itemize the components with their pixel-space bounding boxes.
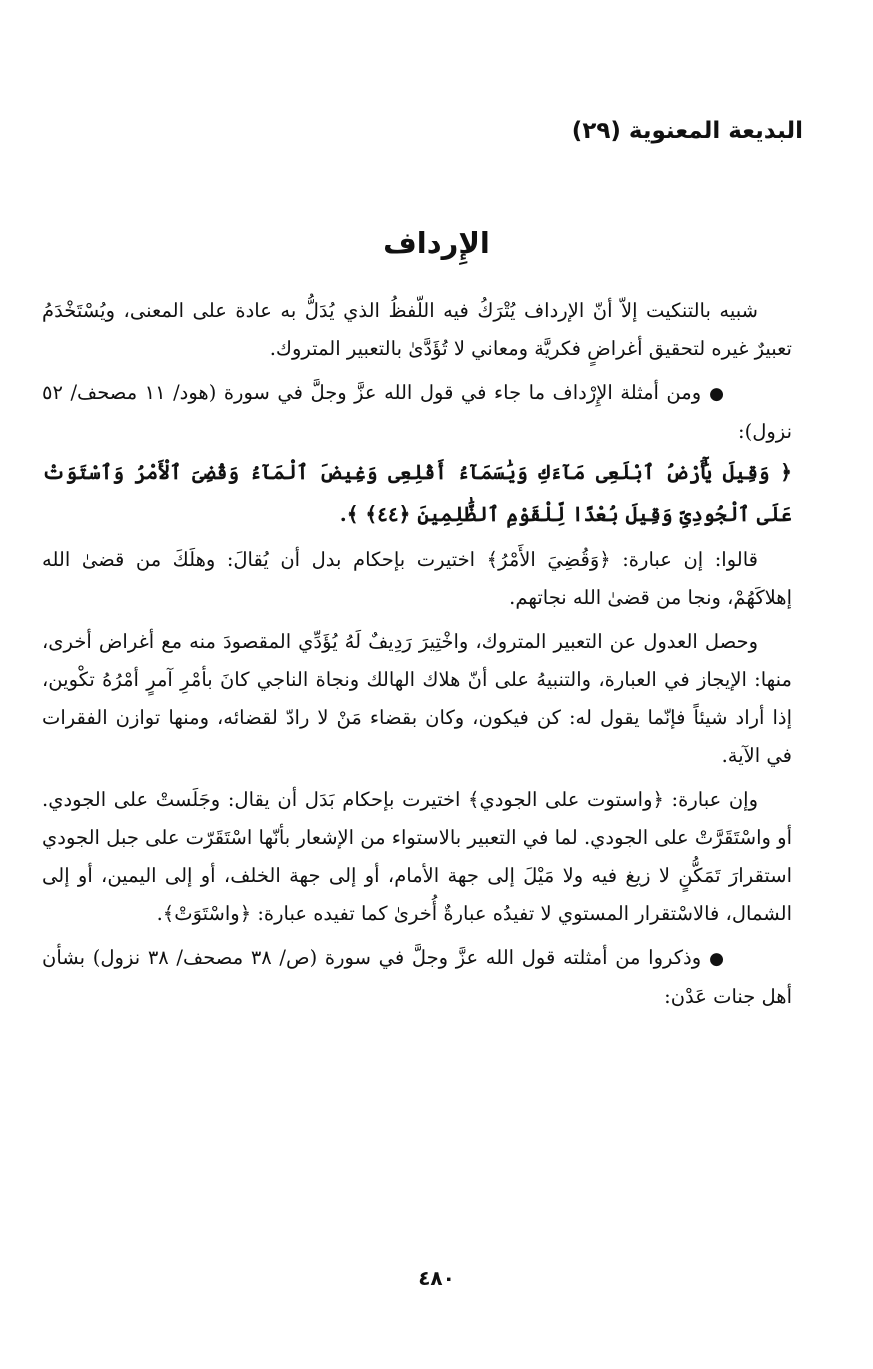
paragraph-commentary-2: وحصل العدول عن التعبير المتروك، واخْتِيرَ رَدِيفٌ لَهُ يُؤَدِّي المقصودَ منه مع أغراض أخرى، منها: الإيجاز في العبارة، والتنبيهُ على أنّ هلاك الهالك ونجاة الناجي كانَ بأمْرِ آمرٍ أمْرُهُ تكْوين، إذا أراد شيئاً فإنّما يقول له: كن فيكون، وكان بقضاء مَنْ لا رادّ لقضائه، ومنها توازن الفقرات في الآية. — [42, 630, 792, 767]
quran-verse-line-1: ﴿ وَقِيلَ يَٰٓأَرْضُ ٱبْلَعِى مَآءَكِ وَيَٰسَمَآءُ أَقْلِعِى وَغِيضَ ٱلْمَآءُ وَقُضِىَ ٱلْأَمْرُ وَٱسْتَوَتْ عَلَى ٱلْجُودِىِّ — [42, 460, 792, 526]
paragraph-example-sad-text: وذكروا من أمثلته قول الله عزَّ وجلَّ في سورة (ص/ ٣٨ مصحف/ ٣٨ نزول) بشأن أهل جنات عَدْن: — [42, 946, 792, 1008]
paragraph-example-hud-text: ومن أمثلة الإِرْداف ما جاء في قول الله عزَّ وجلَّ في سورة (هود/ ١١ مصحف/ ٥٢ نزول): — [42, 381, 792, 443]
bullet-icon: ● — [709, 384, 724, 404]
quran-verse — [42, 451, 792, 535]
paragraph-commentary-1: قالوا: إن عبارة: ﴿وَقُضِيَ الأَمْرُ﴾ اختيرت بإحكام بدل أن يُقالَ: وهلَكَ من قضىٰ الله إهلاكَهُمْ، ونجا من قضىٰ الله نجاتهم. — [42, 548, 792, 609]
running-header: البديعة المعنوية (٢٩) — [571, 118, 803, 144]
page-number: ٤٨٠ — [418, 1266, 455, 1290]
quran-verse-line-2: وَقِيلَ بُعْدًا لِّلْقَوْمِ ٱلظَّٰلِمِينَ ﴿٤٤﴾ ﴾. — [339, 502, 673, 526]
section-title: الإِرداف — [383, 226, 490, 260]
paragraph-example-hud — [42, 374, 792, 451]
paragraph-intro-line-1: شبيه بالتنكيت إلاّ أنّ الإرداف يُتْرَكُ فيه اللّفظُ الذي يُدَلُّ به عادة على المعنى، — [123, 299, 758, 322]
paragraph-intro-line-2: ويُسْتَخْدَمُ تعبيرٌ غيره لتحقيق أغراضٍ فكريَّة ومعاني لا تُؤَدَّىٰ بالتعبير المتروك. — [42, 299, 792, 360]
paragraph-example-sad — [42, 939, 792, 1016]
paragraph-commentary-3: وإن عبارة: ﴿واستوت على الجودي﴾ اختيرت بإحكام بَدَل أن يقال: وجَلَستْ على الجودي. أو واسْتَقَرَّتْ على الجودي. لما في التعبير بالاستواء من الإشعار بأنّها اسْتَقَرّت على جبل الجودي استقرارَ تَمَكُّنٍ لا زيغ فيه ولا مَيْلَ إلى جهة الأمام، أو إلى جهة الخلف، أو إلى اليمين، أو إلى الشمال، فالاسْتقرار المستوي لا تفيدُه عبارةٌ أُخرىٰ كما تفيده عبارة: ﴿واسْتَوَتْ﴾. — [42, 788, 792, 925]
paragraph-intro — [42, 292, 792, 368]
bullet-icon: ● — [709, 949, 724, 969]
body-text — [42, 292, 792, 1016]
